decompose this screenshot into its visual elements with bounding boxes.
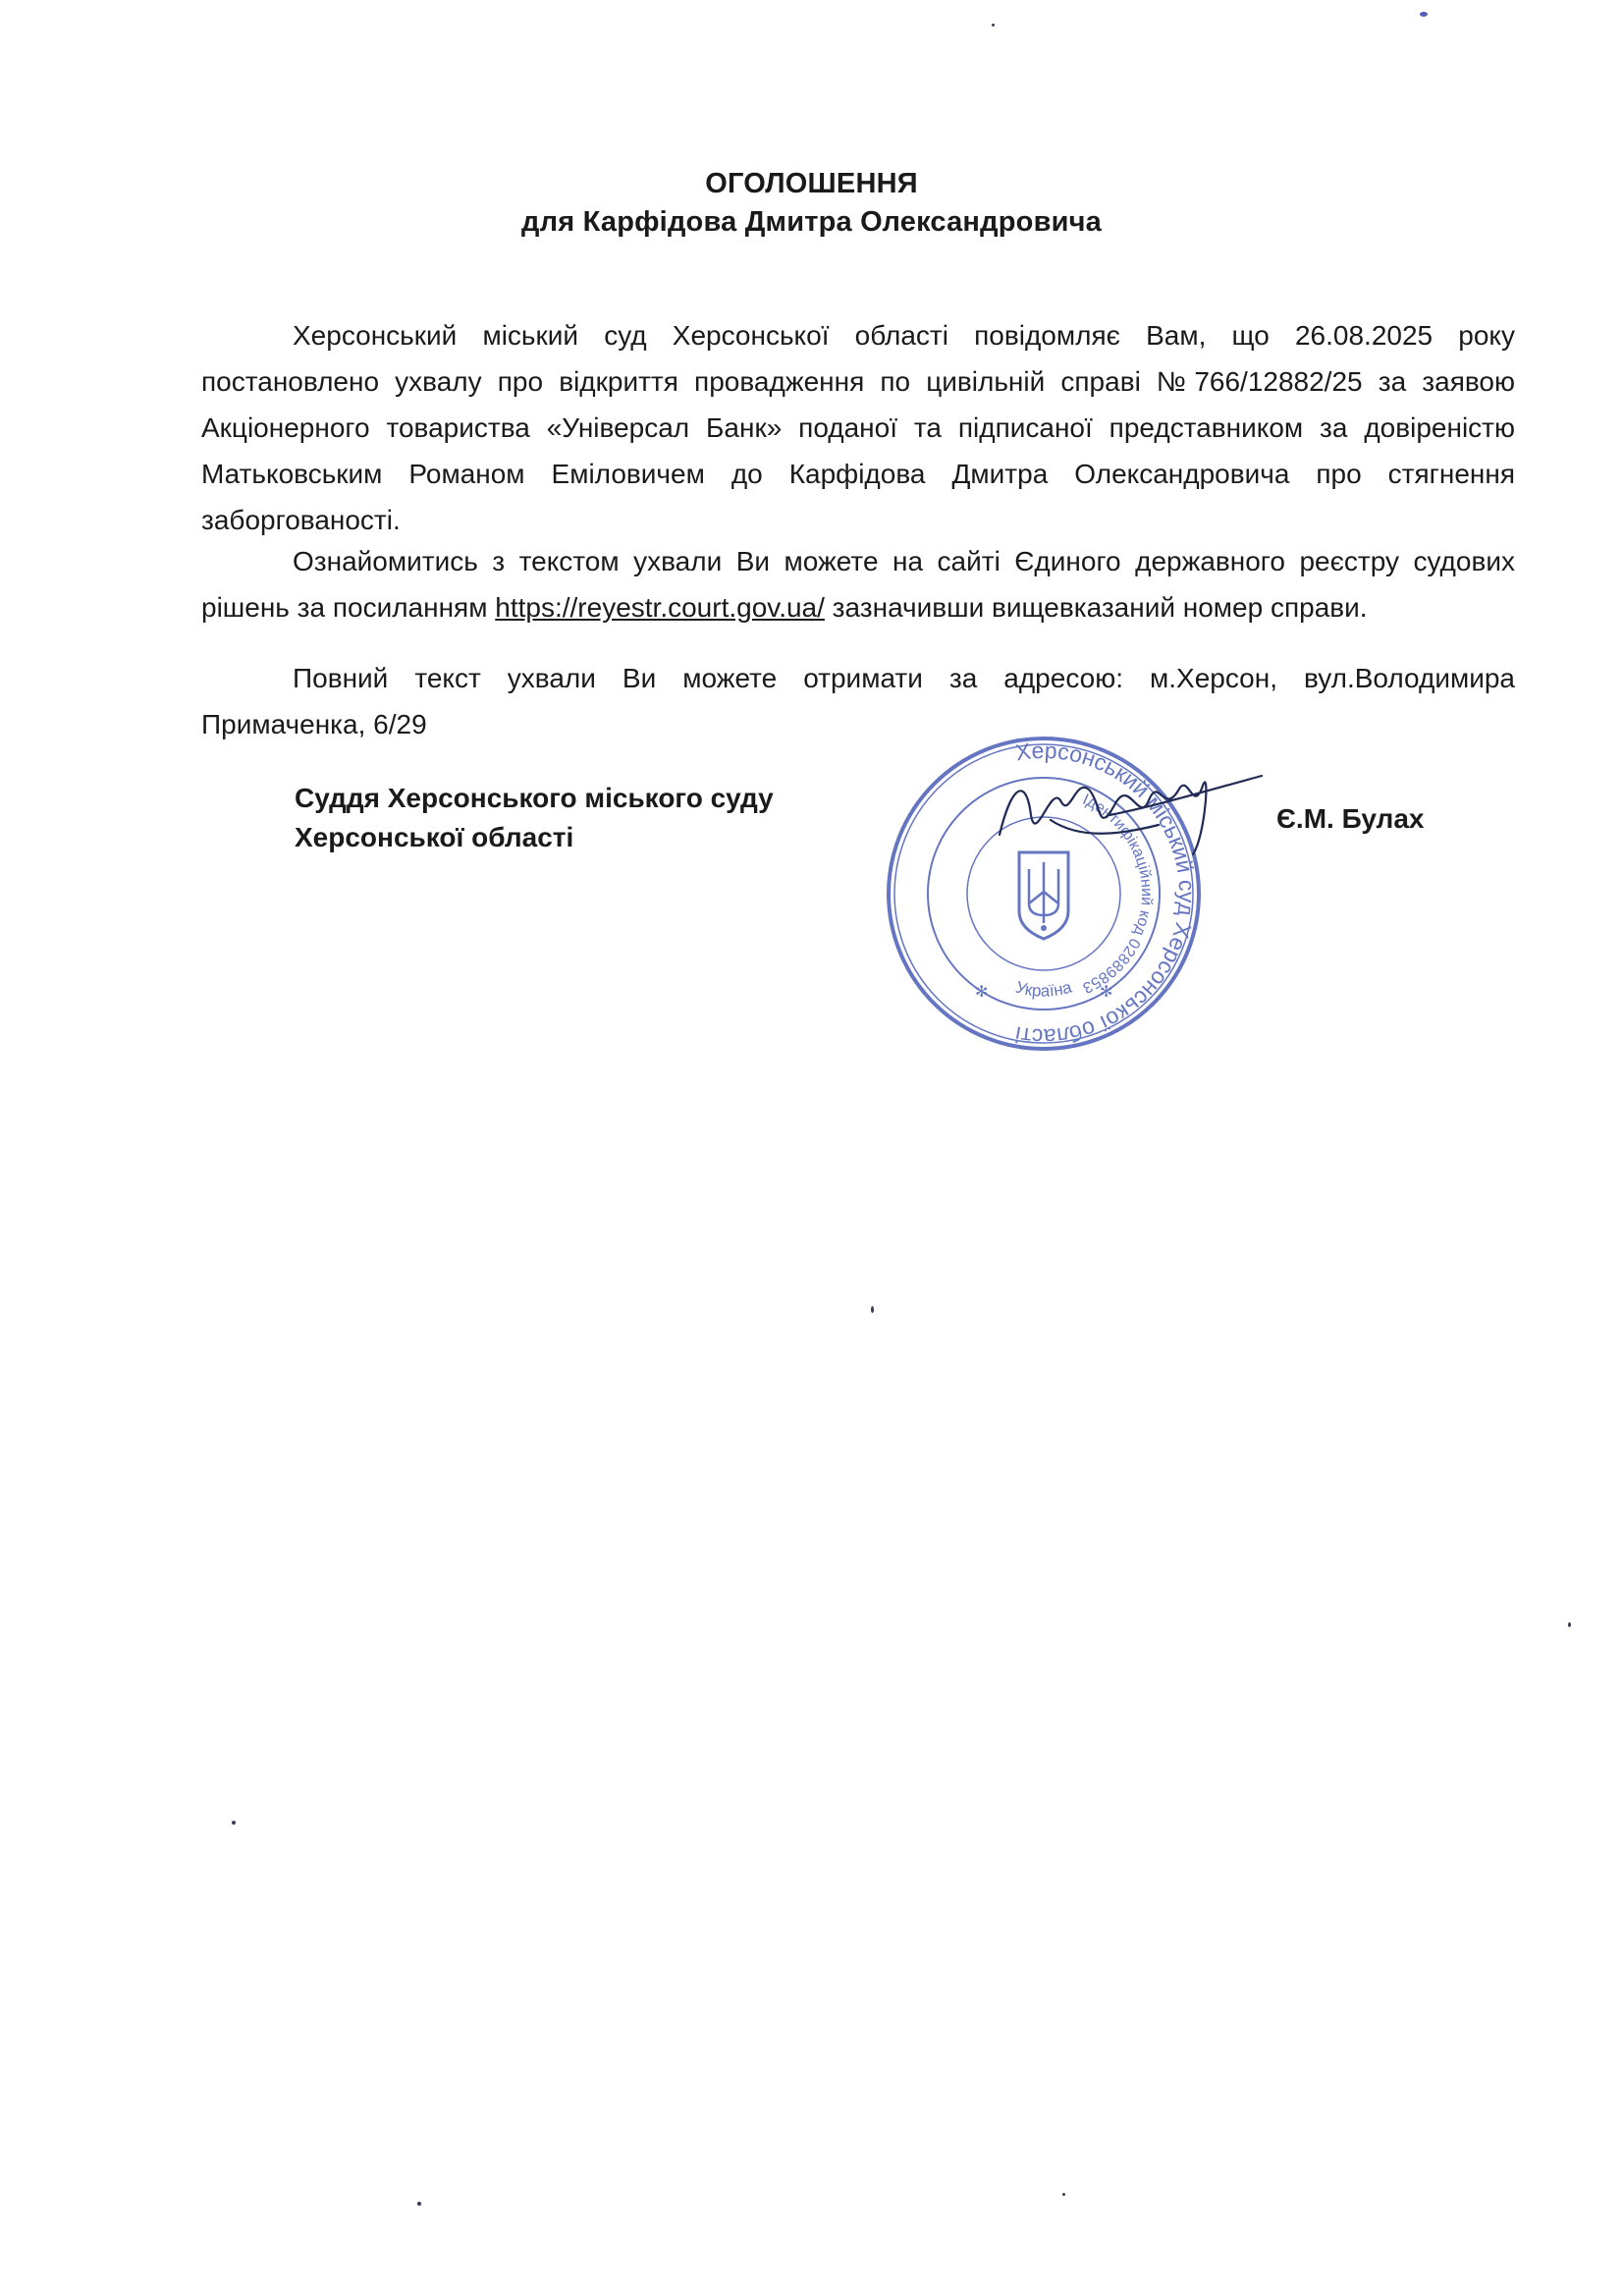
paragraph-notice-text: Херсонський міський суд Херсонської області повідомляє Вам, що 26.08.2025 року постановлено ухвалу про відкриття провадження по цивільній справі №766/12882/25 за заявою Акціонерного товариства «Універсал Банк» поданої та підписаної представником за довіреністю Матьковським Романом Еміловичем до Карфідова Дмитра Олександровича про стягнення заборгованості. (201, 320, 1515, 535)
registry-link[interactable]: https://reyestr.court.gov.ua/ (495, 592, 825, 623)
scan-speck (1420, 12, 1428, 17)
paragraph-address-text: Повний текст ухвали Ви можете отримати за адресою: м.Херсон, вул.Володимира Примаченка, 6/29 (201, 663, 1515, 739)
paragraph-notice (201, 312, 1515, 543)
judge-name: Є.М. Булах (1276, 803, 1425, 834)
scan-speck (871, 1306, 874, 1313)
paragraph-address (201, 655, 1515, 747)
judge-title (295, 779, 774, 857)
seal-inner-text: Ідентифікаційний код 02889853 (1079, 791, 1156, 997)
svg-text:✻: ✻ (975, 982, 989, 1001)
seal-outer-text: Херсонський міський суд Херсонської області (1012, 737, 1201, 1051)
seal-bottom-text: Україна (1013, 977, 1074, 1001)
scan-speck (232, 1821, 236, 1825)
scan-speck (992, 24, 995, 27)
scan-speck (1568, 1622, 1571, 1627)
paragraph-registry-tail: зазначивши вищевказаний номер справи. (824, 592, 1368, 623)
scan-speck (417, 2202, 421, 2206)
paragraph-registry (201, 538, 1515, 630)
paragraph-registry-text: Ознайомитись з текстом ухвали Ви можете на сайті Єдиного державного реєстру судових рішень за посиланням (201, 546, 1515, 623)
document-heading: ОГОЛОШЕННЯ (705, 168, 918, 199)
scan-speck (1062, 2193, 1065, 2196)
judge-signature (992, 746, 1267, 874)
judge-title-line1: Суддя Херсонського міського суду (295, 783, 774, 813)
svg-text:✻: ✻ (1100, 982, 1113, 1001)
document-subheading: для Карфідова Дмитра Олександровича (521, 206, 1102, 238)
judge-title-line2: Херсонської області (295, 822, 574, 852)
